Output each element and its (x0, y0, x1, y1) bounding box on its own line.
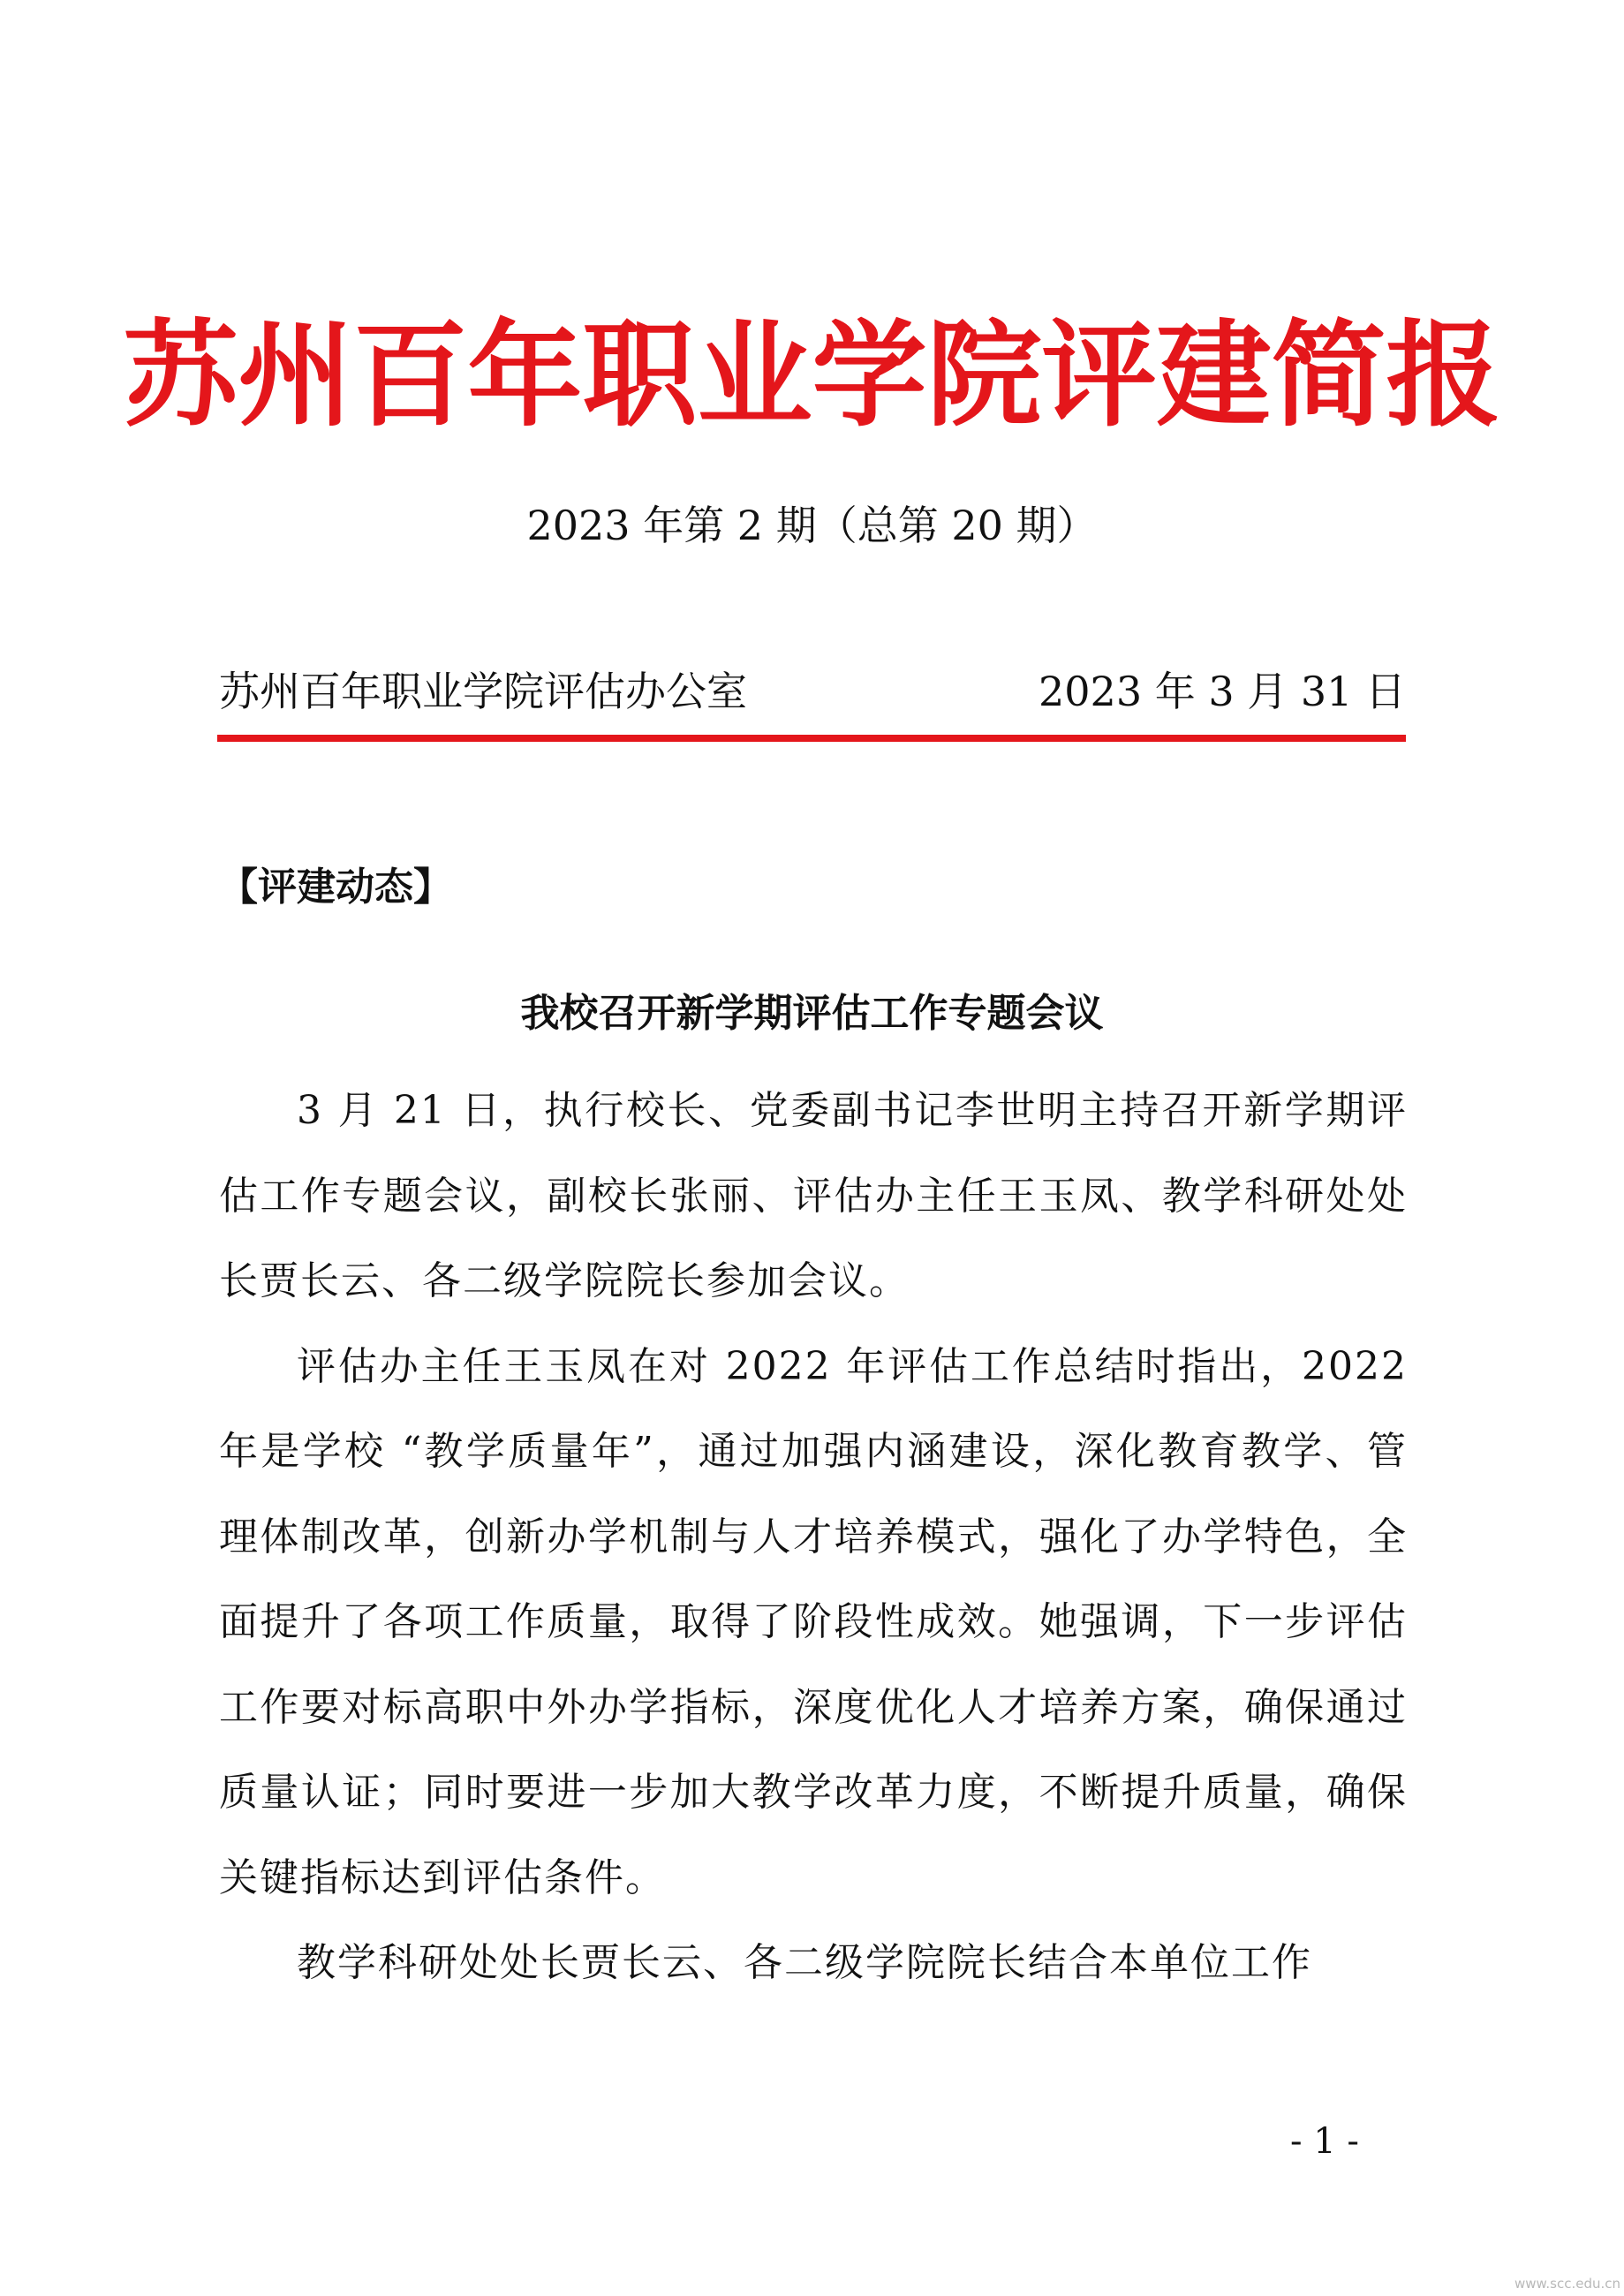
page-number: - 1 - (1290, 2121, 1359, 2162)
section-heading: 【评建动态】 (219, 865, 452, 910)
article-title: 我校召开新学期评估工作专题会议 (520, 991, 1104, 1036)
issue-number: 2023 年第 2 期（总第 20 期） (526, 502, 1098, 549)
issuer-row (219, 658, 1406, 725)
article-paragraph: 3 月 21 日，执行校长、党委副书记李世明主持召开新学期评估工作专题会议，副校长张丽、评估办主任王玉凤、教学科研处处长贾长云、各二级学院院长参加会议。 (219, 1088, 1408, 1303)
article-paragraph: 教学科研处处长贾长云、各二级学院院长结合本单位工作 (297, 1940, 1312, 1985)
article-paragraph: 评估办主任王玉凤在对 2022 年评估工作总结时指出，2022 年是学校 “教学质量年”，通过加强内涵建设，深化教育教学、管理体制改革，创新办学机制与人才培养模式，强化了办学特色，全面提升了各项工作质量，取得了阶段性成效。她强调，下一步评估工作要对标高职中外办学指标，深度优化人才培养方案，确保通过质量认证；同时要进一步加大教学改革力度，不断提升质量，确保关键指标达到评估条件。 (219, 1343, 1408, 1900)
site-watermark: www.scc.edu.cn (1514, 2276, 1620, 2292)
article-body (219, 1069, 1408, 2006)
bulletin-masthead-title: 苏州百年职业学院评建简报 (123, 307, 1501, 442)
issue-date: 2023 年 3 月 31 日 (1039, 668, 1406, 715)
issuer-office: 苏州百年职业学院评估办公室 (219, 668, 747, 715)
masthead-divider (217, 735, 1406, 742)
